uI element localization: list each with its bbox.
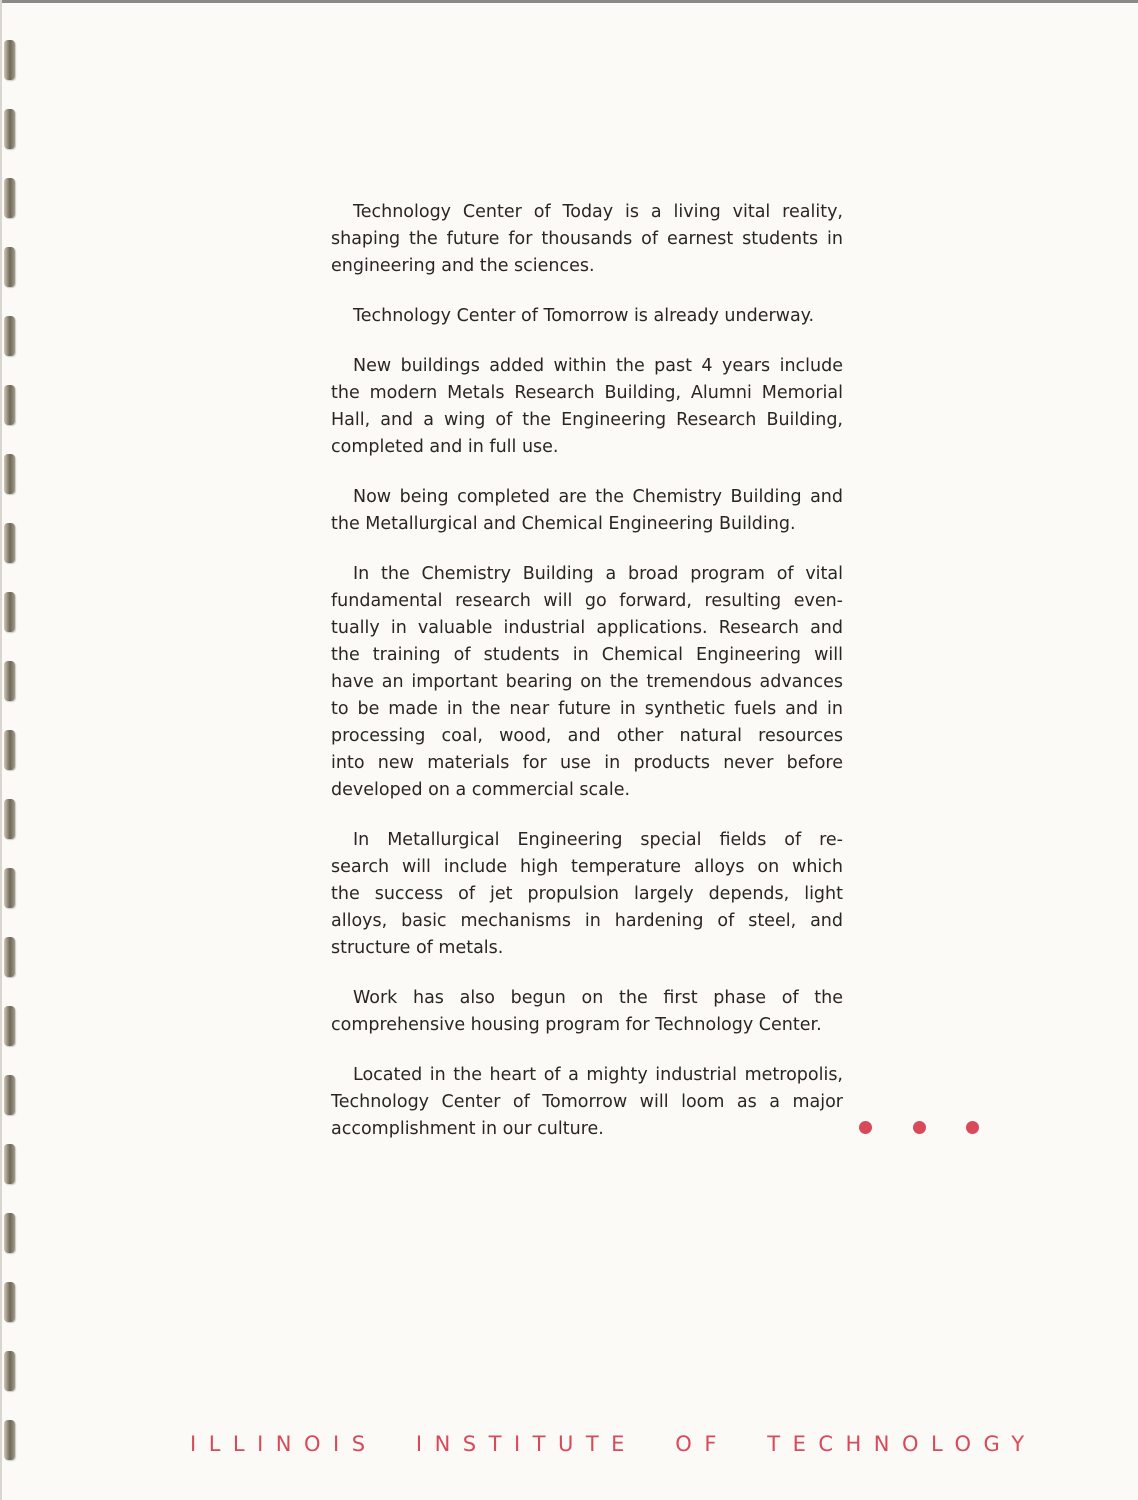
binding-ring	[4, 1006, 15, 1046]
text-line: the success of jet propulsion largely depends, light	[331, 884, 843, 904]
page-left-edge	[0, 0, 2, 1500]
text-line: alloys, basic mechanisms in hardening of steel, and	[331, 911, 843, 931]
text-line: into new materials for use in products never before	[331, 753, 843, 773]
text-line: the Metallurgical and Chemical Engineering Building.	[331, 514, 796, 534]
body-text	[331, 199, 843, 1166]
binding-ring	[4, 385, 15, 425]
binding-ring	[4, 1351, 15, 1391]
binding-ring	[4, 454, 15, 494]
text-line: Hall, and a wing of the Engineering Research Building,	[331, 410, 843, 430]
paragraph	[331, 353, 843, 461]
paragraph	[331, 827, 843, 962]
binding-ring	[4, 316, 15, 356]
text-line: developed on a commercial scale.	[331, 780, 631, 800]
text-line: shaping the future for thousands of earnest students in	[331, 229, 843, 249]
text-line: Now being completed are the Chemistry Building and	[353, 487, 843, 507]
text-line: the training of students in Chemical Engineering will	[331, 645, 843, 665]
binding-ring	[4, 109, 15, 149]
text-line: search will include high temperature alloys on which	[331, 857, 843, 877]
text-line: fundamental research will go forward, resulting even-	[331, 591, 843, 611]
binding-ring	[4, 730, 15, 770]
text-line: Technology Center of Tomorrow will loom as a major	[331, 1092, 843, 1112]
text-line: tually in valuable industrial applications. Research and	[331, 618, 843, 638]
page-top-edge	[0, 0, 1138, 3]
footer-institution-name: ILLINOIS INSTITUTE OF TECHNOLOGY	[190, 1432, 1037, 1456]
binding-ring	[4, 1282, 15, 1322]
binding-ring	[4, 1420, 15, 1460]
text-line: Technology Center of Tomorrow is already underway.	[353, 306, 815, 326]
binding-ring	[4, 661, 15, 701]
binding-ring	[4, 868, 15, 908]
text-line: In Metallurgical Engineering special fields of re-	[353, 830, 843, 850]
text-line: In the Chemistry Building a broad program of vital	[353, 564, 843, 584]
text-line: Work has also begun on the first phase of the	[353, 988, 843, 1008]
paragraph	[331, 484, 843, 538]
paragraph	[331, 303, 843, 330]
binding-ring	[4, 523, 15, 563]
ellipsis-dot	[966, 1121, 979, 1134]
text-line: structure of metals.	[331, 938, 504, 958]
text-line: the modern Metals Research Building, Alumni Memorial	[331, 383, 843, 403]
text-line: New buildings added within the past 4 years include	[353, 356, 843, 376]
text-line: to be made in the near future in synthetic fuels and in	[331, 699, 843, 719]
text-line: have an important bearing on the tremendous advances	[331, 672, 843, 692]
paragraph	[331, 199, 843, 280]
binding-ring	[4, 937, 15, 977]
text-line: processing coal, wood, and other natural resources	[331, 726, 843, 746]
paragraph	[331, 985, 843, 1039]
binding-ring	[4, 1213, 15, 1253]
binding-ring	[4, 247, 15, 287]
binding-ring	[4, 178, 15, 218]
ellipsis-dot	[859, 1121, 872, 1134]
paragraph	[331, 1062, 843, 1143]
text-line: comprehensive housing program for Technology Center.	[331, 1015, 822, 1035]
text-line: accomplishment in our culture.	[331, 1119, 604, 1139]
binding-ring	[4, 799, 15, 839]
text-line: Technology Center of Today is a living vital reality,	[353, 202, 843, 222]
paragraph	[331, 561, 843, 804]
text-line: engineering and the sciences.	[331, 256, 595, 276]
binding-ring	[4, 40, 15, 80]
text-line: Located in the heart of a mighty industrial metropolis,	[353, 1065, 843, 1085]
ellipsis-dot	[913, 1121, 926, 1134]
binding-ring	[4, 1144, 15, 1184]
text-line: completed and in full use.	[331, 437, 559, 457]
binding-ring	[4, 1075, 15, 1115]
binding-ring	[4, 592, 15, 632]
